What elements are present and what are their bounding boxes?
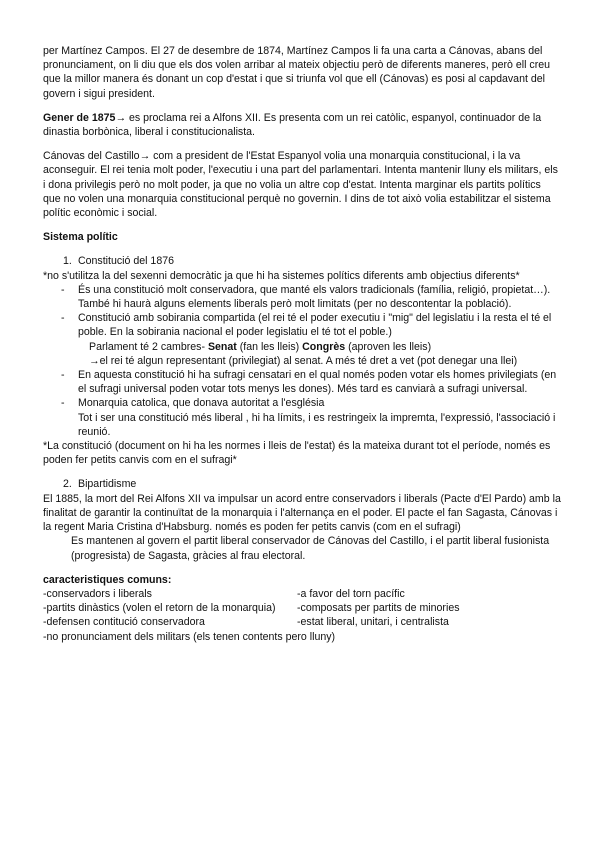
bullet-text: Monarquia catolica, que donava autoritat a l'església [78,397,325,410]
caracteristica-item: -conservadors i liberals [43,587,152,600]
gener-1875-text: → es proclama rei a Alfons XII. Es presenta com un rei catòlic, espanyol, continuador de la dinastia borbònica, liberal i constitucionalista. [43,111,542,139]
caracteristiques-row [43,601,561,615]
bipartidisme-indented-paragraph: Es mantenen al govern el partit liberal conservador de Cánovas del Castillo, i el partit liberal fusionista (progresista) de Sagasta, gràcies al frau electoral. [71,535,550,562]
dash-marker: - [61,312,65,325]
note-constitucio: *La constitució (document on hi ha les normes i lleis de l'estat) és la mateixa durant tot el període, només es poden fer petits canvis com en el sufragi* [43,440,551,467]
bullet-monarquia-catolica [43,396,561,410]
intro-paragraph: per Martínez Campos. El 27 de desembre de 1874, Martínez Campos li fa una carta a Cánovas, abans del pronunciament, on li diu que els dos volen arribar al mateix objectiu però de diferents maneres, però ell creu que la millor manera és donant un cop d'estat i que si triunfa vol que ell (Cánovas) es posi al capdavant del govern i sigui president. [43,45,551,100]
dash-marker: - [61,283,65,296]
gener-1875-paragraph [43,111,561,139]
bipartidisme-paragraph: El 1885, la mort del Rei Alfons XII va impulsar un acord entre conservadors i liberals (Pacte d'El Pardo) amb la finalitat de garantir la continuïtat de la monarquia i l'alternança en el poder. El pacte el fan Sagasta, Cánovas i la regent Maria Cristina d'Habsburg. només es poden fer petits canvis (com en el sufragi) [43,492,561,534]
bullet-conservadora [43,283,561,311]
item-title: Bipartidisme [78,478,137,491]
heading-sistema-politic: Sistema polític [43,231,118,244]
caracteristica-item: -composats per partits de minories [297,602,460,615]
item-number: 1. [63,255,72,268]
bullet-sobirania [43,311,561,339]
parlament-text-a: Parlament té 2 cambres- [89,340,208,353]
item-title: Constitució del 1876 [78,255,174,268]
caracteristica-item: -no pronunciament dels militars (els tenen contents pero lluny) [43,630,336,643]
congres-label: Congrès [302,340,346,353]
numbered-item-bipartidisme [43,477,561,491]
bullet-text: En aquesta constitució hi ha sufragi censatari en el qual només poden votar els homes privilegiats (en el sufragi universal poden votar tots menys les dones). Més tard es canviarà a sufragi universal. [78,369,557,396]
heading-caracteristiques: caracteristiques comuns: [43,573,172,586]
dash-marker: - [61,397,65,410]
caracteristiques-row [43,587,561,601]
caracteristica-item: -a favor del torn pacífic [297,587,405,600]
caracteristiques-row [43,615,561,629]
caracteristica-item: -estat liberal, unitari, i centralista [297,616,449,629]
item-number: 2. [63,478,72,491]
parlament-text-c: (aproven les lleis) [345,340,432,353]
senat-label: Senat [207,340,237,353]
caracteristica-item: -defensen contitució conservadora [43,616,205,629]
numbered-item-constitucio [43,254,561,268]
bullet-text: És una constitució molt conservadora, que manté els valors tradicionals (família, religió, propietat…). També hi haurà alguns elements liberals però molt limitats (per no descontentar la població). [78,283,551,311]
gener-1875-label: Gener de 1875 [43,111,116,124]
bullet-text: Constitució amb sobirania compartida (el rei té el poder executiu i "mig" del legislatiu i la resta el té el poble. En la sobirania nacional el poder legislatiu el té tot el poble.) [78,312,552,339]
document-body [43,44,561,644]
sub-bullet-parlament [43,340,561,354]
dash-marker: - [61,369,65,382]
bullet-sufragi [43,368,561,396]
bullet-monarquia-continuation: Tot i ser una constitució més liberal , hi ha límits, i es restringeix la impremta, l'expressió, l'associació i reunió. [78,411,556,438]
caracteristica-item: -partits dinàstics (volen el retorn de la monarquia) [43,602,276,615]
sub-bullet-rei: →el rei té algun representant (privilegiat) al senat. A més té dret a vet (pot denegar una llei) [89,354,518,367]
canovas-paragraph: Cánovas del Castillo→ com a president de l'Estat Espanyol volia una monarquia constitucional, i la va aconseguir. El rei tenia molt poder, l'executiu i una part del parlamentari. Intenta mantenir lluny els militars, els i dona privilegis però no molt poder, ja que no volia un altre cop d'estat. Intenta marginar els partits polítics que no volen una monarquia constitucional perquè no governin. I dins de tot això volia estabilitzar el sistema polític econòmic i social. [43,150,558,220]
note-sexenni: *no s'utilitza la del sexenni democràtic ja que hi ha sistemes polítics diferents amb objectius diferents* [43,269,520,282]
parlament-text-b: (fan les lleis) [236,340,303,353]
